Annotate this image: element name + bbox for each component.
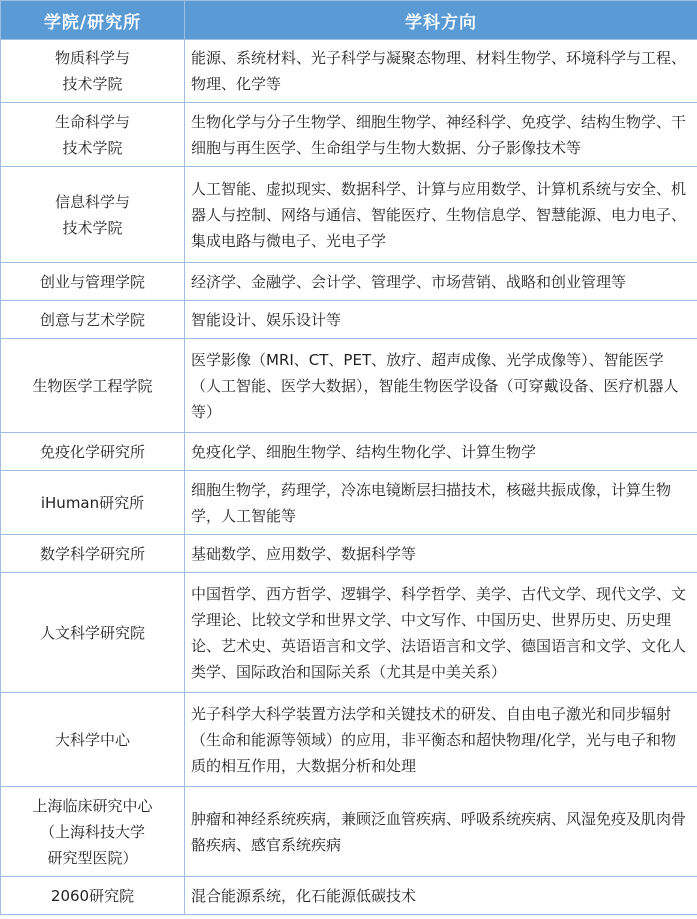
discipline-directions: 光子科学大科学装置方法学和关键技术的研发、自由电子激光和同步辐射（生命和能源等领域）的应用，非平衡态和超快物理/化学，光与电子和物质的相互作用，大数据分析和处理 — [185, 693, 697, 787]
discipline-directions: 能源、系统材料、光子科学与凝聚态物理、材料生物学、环境科学与工程、物理、化学等 — [185, 40, 697, 103]
discipline-directions: 医学影像（MRI、CT、PET、放疗、超声成像、光学成像等）、智能医学（人工智能、医学大数据），智能生物医学设备（可穿戴设备、医疗机器人等） — [185, 339, 697, 433]
table-row — [1, 103, 697, 167]
discipline-directions: 智能设计、娱乐设计等 — [185, 301, 697, 339]
institute-name: 数学科学研究所 — [1, 535, 185, 573]
institute-name: 信息科学与 技术学院 — [1, 167, 185, 263]
institute-name: 大科学中心 — [1, 693, 185, 787]
header-row — [1, 1, 697, 40]
header-direction: 学科方向 — [185, 1, 697, 40]
institute-name: 生物医学工程学院 — [1, 339, 185, 433]
discipline-directions: 混合能源系统，化石能源低碳技术 — [185, 877, 697, 915]
table-row — [1, 573, 697, 693]
table-row — [1, 535, 697, 573]
institute-name: 创业与管理学院 — [1, 263, 185, 301]
table-row — [1, 877, 697, 915]
table-row — [1, 263, 697, 301]
discipline-directions: 经济学、金融学、会计学、管理学、市场营销、战略和创业管理等 — [185, 263, 697, 301]
discipline-directions: 免疫化学、细胞生物学、结构生物化学、计算生物学 — [185, 433, 697, 471]
table-row — [1, 471, 697, 535]
table-row — [1, 167, 697, 263]
table-row — [1, 433, 697, 471]
institute-name: 人文科学研究院 — [1, 573, 185, 693]
discipline-directions: 中国哲学、西方哲学、逻辑学、科学哲学、美学、古代文学、现代文学、文学理论、比较文学和世界文学、中文写作、中国历史、世界历史、历史理论、艺术史、英语语言和文学、法语语言和文学、德国语言和文学、文化人类学、国际政治和国际关系（尤其是中美关系） — [185, 573, 697, 693]
institute-name: 2060研究院 — [1, 877, 185, 915]
discipline-directions: 细胞生物学，药理学，冷冻电镜断层扫描技术，核磁共振成像，计算生物学，人工智能等 — [185, 471, 697, 535]
institute-name: 创意与艺术学院 — [1, 301, 185, 339]
institute-name: iHuman研究所 — [1, 471, 185, 535]
table-row — [1, 40, 697, 103]
discipline-directions: 人工智能、虚拟现实、数据科学、计算与应用数学、计算机系统与安全、机器人与控制、网络与通信、智能医疗、生物信息学、智慧能源、电力电子、集成电路与微电子、光电子学 — [185, 167, 697, 263]
table-row — [1, 787, 697, 877]
institute-name: 上海临床研究中心 （上海科技大学 研究型医院） — [1, 787, 185, 877]
discipline-directions: 基础数学、应用数学、数据科学等 — [185, 535, 697, 573]
institute-name: 物质科学与 技术学院 — [1, 40, 185, 103]
table-row — [1, 339, 697, 433]
table-row — [1, 301, 697, 339]
discipline-directions: 生物化学与分子生物学、细胞生物学、神经科学、免疫学、结构生物学、干细胞与再生医学、生命组学与生物大数据、分子影像技术等 — [185, 103, 697, 167]
discipline-directions: 肿瘤和神经系统疾病，兼顾泛血管疾病、呼吸系统疾病、风湿免疫及肌肉骨骼疾病、感官系统疾病 — [185, 787, 697, 877]
institute-name: 生命科学与 技术学院 — [1, 103, 185, 167]
table-row — [1, 693, 697, 787]
institute-name: 免疫化学研究所 — [1, 433, 185, 471]
header-institute: 学院/研究所 — [1, 1, 185, 40]
